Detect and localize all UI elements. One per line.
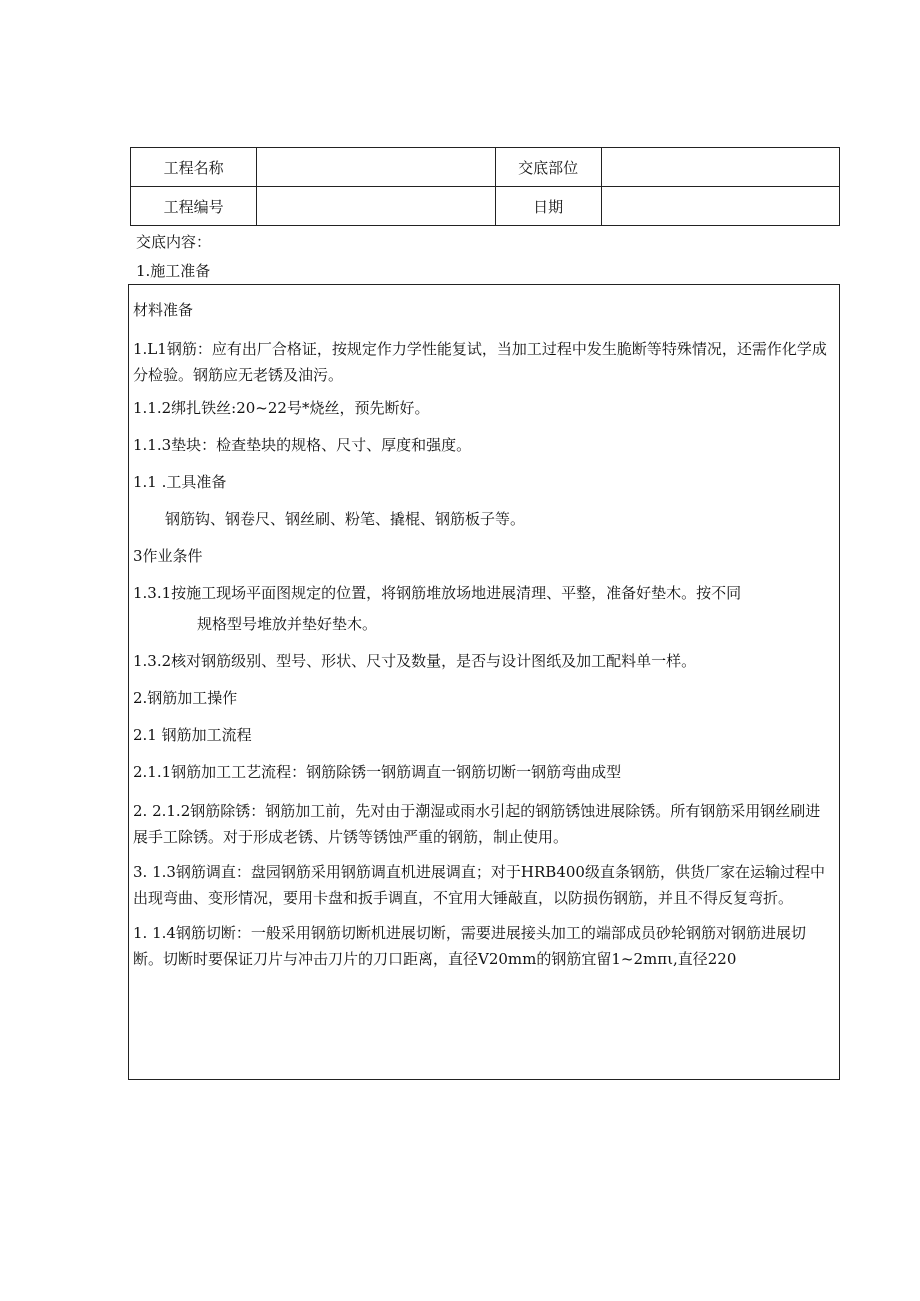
storage-condition-line1: 1.3.1按施工现场平面图规定的位置，将钢筋堆放场地进展清理、平整，准备好垫木。按不同: [133, 584, 742, 602]
project-name-label: 工程名称: [131, 148, 257, 187]
rebar-requirement: 1.L1钢筋：应有出厂合格证，按规定作力学性能复试，当加工过程中发生脆断等特殊情况，还需作化学成分检验。钢筋应无老锈及油污。: [133, 340, 827, 384]
date-value: [601, 187, 839, 226]
section-heading-construction-prep: 1.施工准备: [136, 262, 211, 280]
cutting: 1. 1.4钢筋切断：一般采用钢筋切断机进展切断，需要进展接头加工的端部成员砂轮钢筋对钢筋进展切断。切断时要保证刀片与冲击刀片的刀口距离，直径V20mm的钢筋宜留1~2mπι,直径220: [133, 924, 806, 968]
check-condition: 1.3.2核对钢筋级别、型号、形状、尺寸及数量，是否与设计图纸及加工配料单一样。: [133, 652, 697, 670]
date-label: 日期: [495, 187, 601, 226]
tools-list: 钢筋钩、钢卷尺、钢丝刷、粉笔、撬棍、钢筋板子等。: [165, 510, 526, 528]
tools-heading: 1.1 .工具准备: [133, 473, 227, 491]
storage-condition: [133, 582, 835, 635]
process-flow: 2.1.1钢筋加工工艺流程：钢筋除锈一钢筋调直一钢筋切断一钢筋弯曲成型: [133, 763, 622, 781]
location-label: 交底部位: [495, 148, 601, 187]
header-row-1: [131, 148, 840, 187]
processing-heading: 2.钢筋加工操作: [133, 689, 238, 707]
work-conditions-heading: 3作业条件: [133, 547, 203, 565]
project-no-label: 工程编号: [131, 187, 257, 226]
header-row-2: [131, 187, 840, 226]
binding-wire: 1.1.2绑扎铁丝:20~22号*烧丝，预先断好。: [133, 399, 430, 417]
project-no-value: [257, 187, 495, 226]
header-info-table: [130, 147, 840, 226]
storage-condition-line2: 规格型号堆放并垫好垫木。: [197, 615, 378, 633]
materials-heading: 材料准备: [133, 301, 194, 319]
process-flow-heading: 2.1 钢筋加工流程: [133, 726, 252, 744]
spacer-block: 1.1.3垫块：检查垫块的规格、尺寸、厚度和强度。: [133, 436, 472, 454]
project-name-value: [257, 148, 495, 187]
disclosure-content-box: [128, 284, 840, 1080]
intro-label: 交底内容：: [136, 233, 212, 251]
location-value: [601, 148, 839, 187]
rust-removal: 2. 2.1.2钢筋除锈：钢筋加工前，先对由于潮湿或雨水引起的钢筋锈蚀进展除锈。所有钢筋采用钢丝刷进展手工除锈。对于形成老锈、片锈等锈蚀严重的钢筋，制止使用。: [133, 802, 821, 846]
straightening: 3. 1.3钢筋调直：盘园钢筋采用钢筋调直机进展调直；对于HRB400级直条钢筋，供货厂家在运输过程中出现弯曲、变形情况，要用卡盘和扳手调直，不宜用大锤敲直，以防损伤钢筋，并且不得反复弯折。: [133, 863, 825, 907]
